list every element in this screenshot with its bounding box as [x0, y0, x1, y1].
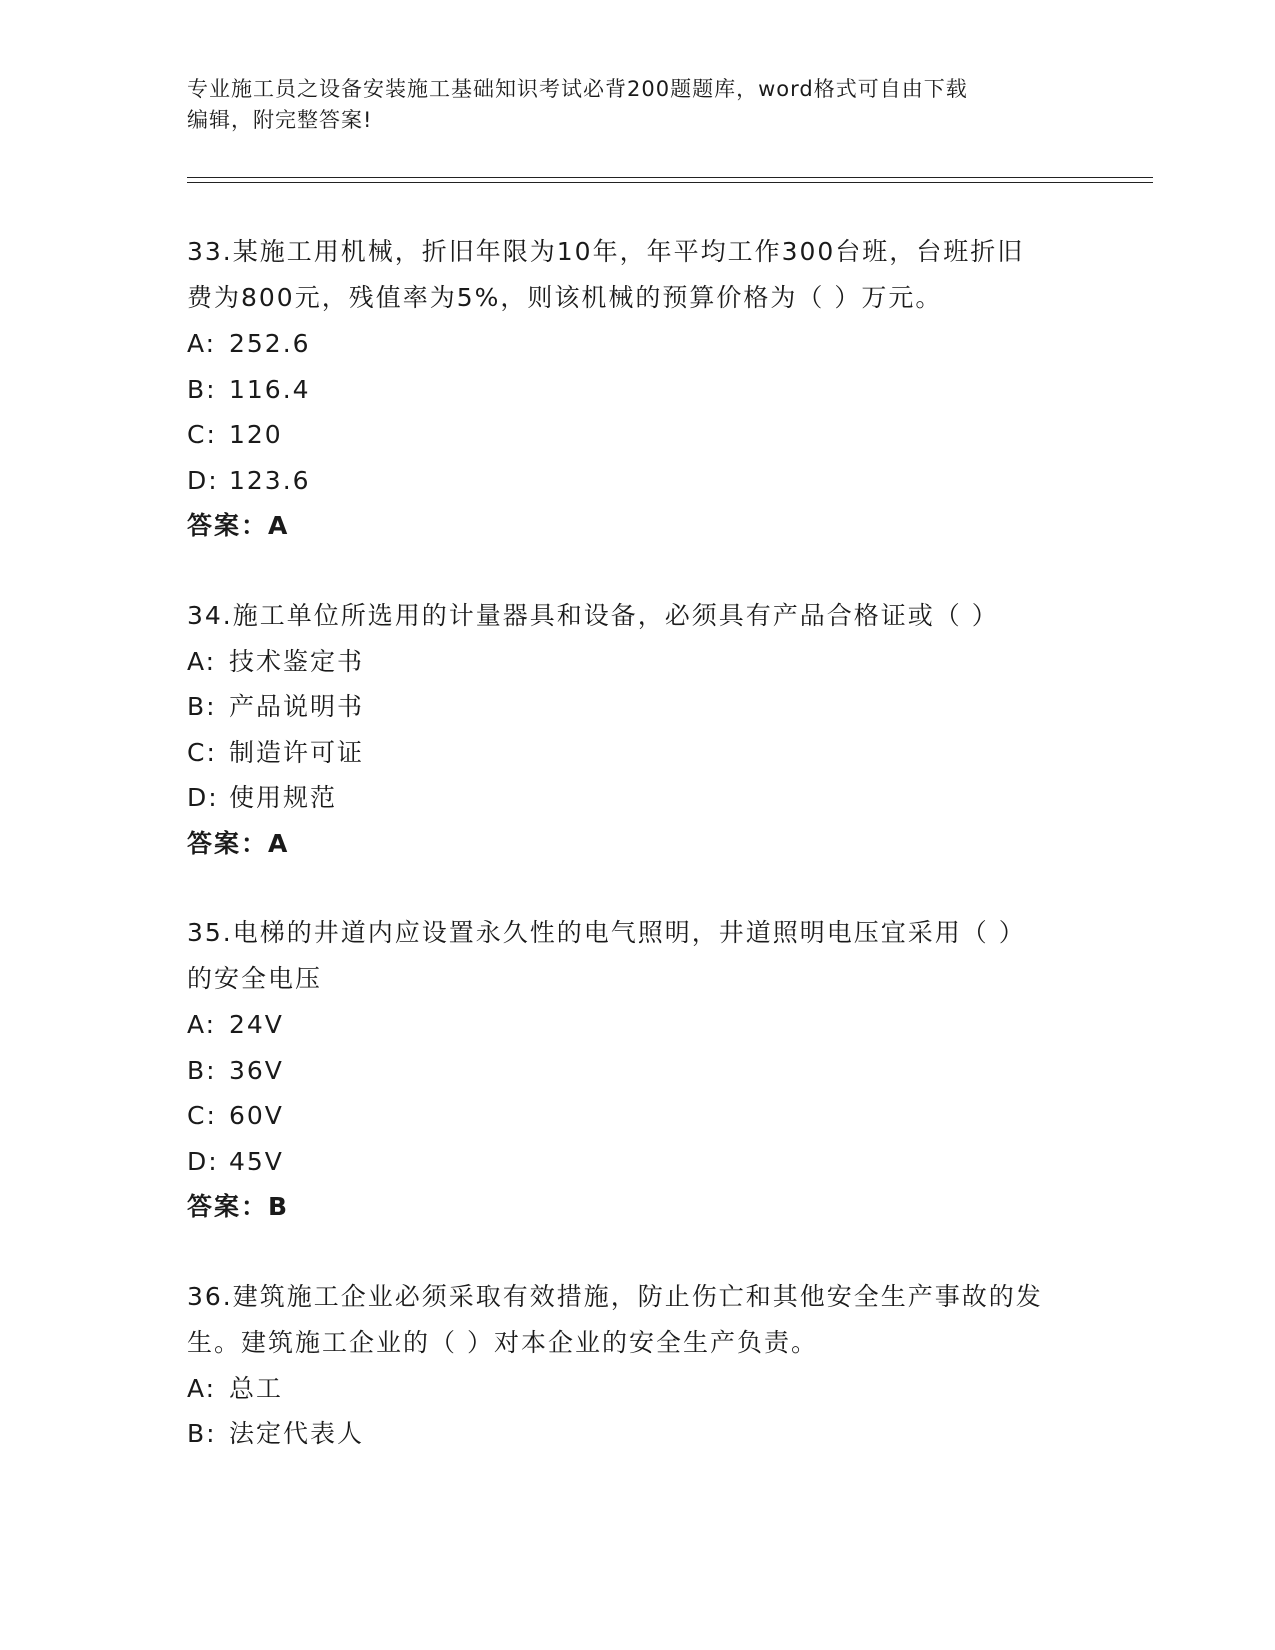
header-title-line-2: 编辑，附完整答案! [187, 108, 373, 132]
option-a [187, 1366, 1087, 1412]
question-stem: 36.建筑施工企业必须采取有效措施，防止伤亡和其他安全生产事故的发生。建筑施工企业的（ ）对本企业的安全生产负责。 [187, 1281, 1043, 1357]
option-a [187, 321, 1087, 367]
option-text: 123.6 [229, 465, 311, 495]
option-letter: B: [187, 1055, 217, 1085]
option-text: 36V [229, 1055, 284, 1085]
option-c [187, 412, 1087, 458]
option-letter: D: [187, 465, 219, 495]
option-letter: A: [187, 1373, 217, 1403]
option-text: 120 [229, 420, 283, 449]
option-text: 制造许可证 [229, 737, 365, 767]
option-text: 使用规范 [229, 783, 338, 812]
option-letter: C: [187, 1101, 217, 1130]
option-letter: A: [187, 646, 217, 676]
option-d [187, 775, 1087, 821]
answer-line: 答案：B [187, 1192, 290, 1221]
header-divider-bottom [187, 182, 1153, 183]
option-text: 116.4 [229, 374, 311, 404]
header-title-line-1: 专业施工员之设备安装施工基础知识考试必背200题题库，word格式可自由下载 [187, 77, 968, 101]
option-text: 技术鉴定书 [229, 646, 365, 676]
option-text: 法定代表人 [229, 1419, 365, 1448]
option-b [187, 1411, 1087, 1457]
option-d [187, 1139, 1087, 1185]
header-divider-top [187, 177, 1153, 178]
option-c [187, 730, 1087, 776]
option-b [187, 1048, 1087, 1094]
option-letter: C: [187, 737, 217, 767]
option-a [187, 639, 1087, 685]
option-letter: C: [187, 420, 217, 449]
question-stem: 35.电梯的井道内应设置永久性的电气照明，井道照明电压宜采用（ ）的安全电压 [187, 918, 1014, 993]
option-letter: D: [187, 1146, 219, 1176]
question-34 [187, 593, 1087, 867]
question-list [187, 229, 1087, 1501]
question-stem: 33.某施工用机械，折旧年限为10年，年平均工作300台班，台班折旧费为800元，残值率为5%，则该机械的预算价格为（ ）万元。 [187, 237, 1025, 312]
option-letter: B: [187, 692, 217, 721]
answer-line: 答案：A [187, 511, 290, 540]
option-letter: A: [187, 329, 217, 358]
option-b [187, 367, 1087, 413]
option-letter: B: [187, 1419, 217, 1448]
option-text: 产品说明书 [229, 692, 365, 721]
option-a [187, 1002, 1087, 1048]
option-text: 45V [229, 1146, 284, 1176]
option-letter: B: [187, 374, 217, 404]
answer-line: 答案：A [187, 828, 290, 858]
option-d [187, 458, 1087, 504]
option-text: 总工 [229, 1373, 284, 1403]
option-letter: D: [187, 783, 219, 812]
question-33 [187, 229, 1087, 549]
option-letter: A: [187, 1010, 217, 1039]
option-text: 60V [229, 1101, 284, 1130]
question-35 [187, 910, 1087, 1230]
document-header [187, 74, 1087, 136]
option-text: 252.6 [229, 329, 311, 358]
question-36 [187, 1274, 1087, 1457]
question-stem: 34.施工单位所选用的计量器具和设备，必须具有产品合格证或（ ） [187, 600, 999, 630]
option-c [187, 1093, 1087, 1139]
option-b [187, 684, 1087, 730]
option-text: 24V [229, 1010, 284, 1039]
